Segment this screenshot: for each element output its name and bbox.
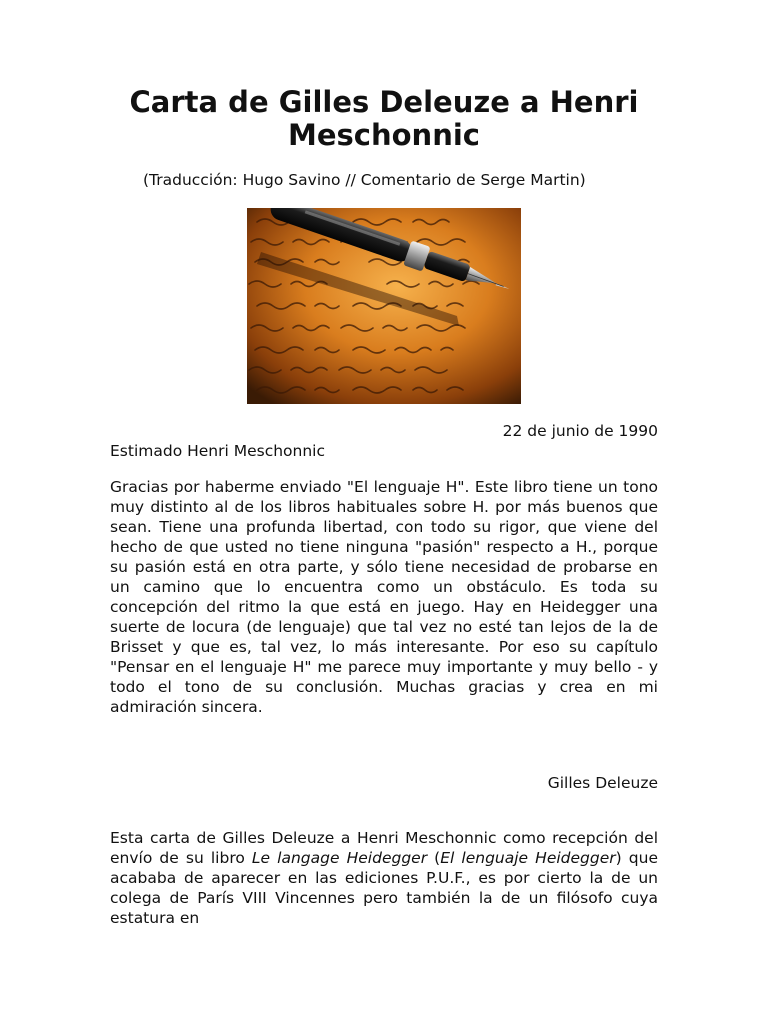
letter-greeting: Estimado Henri Meschonnic bbox=[110, 442, 326, 460]
book-title-fr: Le langage Heidegger bbox=[251, 849, 428, 867]
fountain-pen-on-letter-icon bbox=[247, 208, 521, 404]
fountain-pen-image bbox=[247, 208, 521, 404]
commentary-text-2: ( bbox=[427, 849, 441, 867]
page-title: Carta de Gilles Deleuze a Henri Meschonnic bbox=[129, 85, 639, 152]
book-title-es: El lenguaje Heidegger bbox=[440, 849, 616, 867]
commentary-paragraph bbox=[110, 828, 658, 928]
commentary-text-1: Esta carta de Gilles Deleuze a Henri Meschonnic como recepción del envío de su libro bbox=[110, 829, 658, 867]
letter-signature: Gilles Deleuze bbox=[547, 774, 658, 792]
commentary-text-3: ) que acababa de aparecer en las ediciones P.U.F., es por cierto la de un colega de París VIII Vincennes pero también la de un filósofo cuya estatura en bbox=[110, 849, 658, 927]
letter-date: 22 de junio de 1990 bbox=[502, 422, 658, 440]
subtitle: (Traducción: Hugo Savino // Comentario de Serge Martin) bbox=[143, 171, 586, 189]
letter-body: Gracias por haberme enviado "El lenguaje H". Este libro tiene un tono muy distinto al de los libros habituales sobre H. por más buenos que sean. Tiene una profunda libertad, con todo su rigor, que viene del hecho de que usted no tiene ninguna "pasión" respecto a H., porque su pasión está en otra parte, y sólo tiene necesidad de probarse en un camino que lo encuentra como un obstáculo. Es toda su concepción del ritmo la que está en juego. Hay en Heidegger una suerte de locura (de lenguaje) que tal vez no esté tan lejos de la de Brisset y que es, tal vez, lo más interesante. Por eso su capítulo "Pensar en el lenguaje H" me parece muy importante y muy bello - y todo el tono de su conclusión. Muchas gracias y crea en mi admiración sincera. bbox=[110, 478, 658, 716]
